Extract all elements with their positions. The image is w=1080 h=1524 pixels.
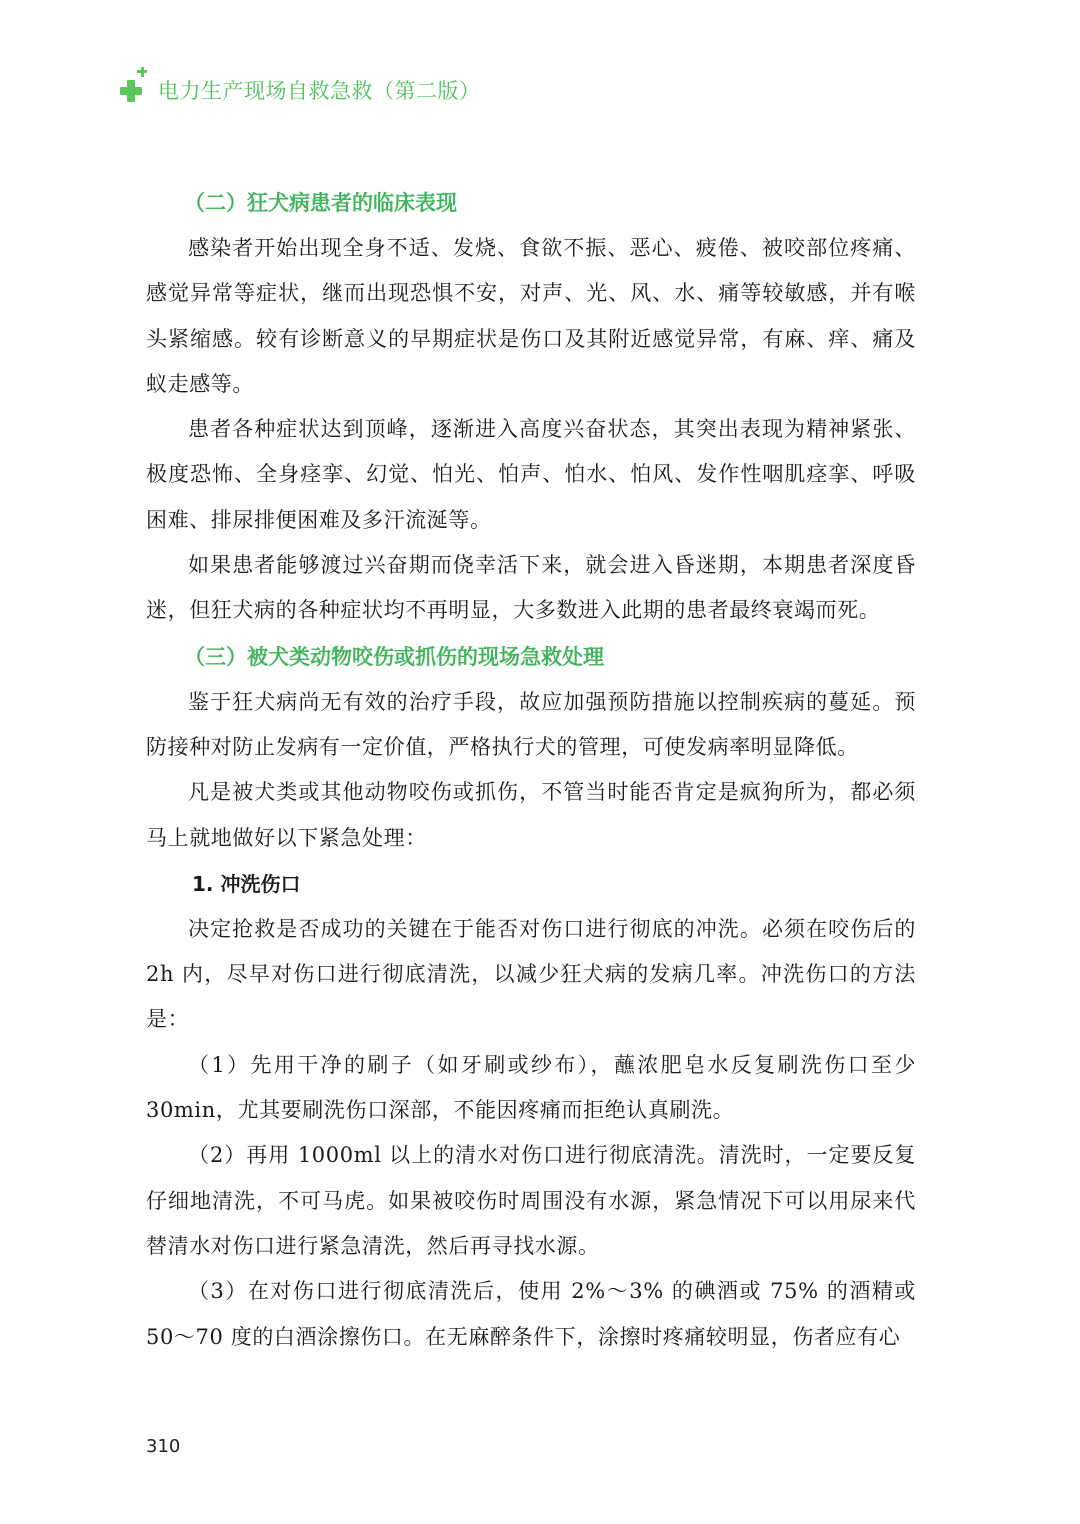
paragraph: 感染者开始出现全身不适、发烧、食欲不振、恶心、疲倦、被咬部位疼痛、感觉异常等症状，继而出现恐惧不安，对声、光、风、水、痛等较敏感，并有喉头紧缩感。较有诊断意义的早期症状是伤口及其附近感觉异常，有麻、痒、痛及蚁走感等。 [146, 236, 916, 396]
book-title: 电力生产现场自救急救（第二版） [158, 79, 481, 103]
section-heading-2: （二）狂犬病患者的临床表现 [184, 191, 457, 215]
list-item-paragraph: （1）先用干净的刷子（如牙刷或纱布），蘸浓肥皂水反复刷洗伤口至少 30min，尤其要刷洗伤口深部，不能因疼痛而拒绝认真刷洗。 [146, 1052, 916, 1123]
paragraph: 凡是被犬类或其他动物咬伤或抓伤，不管当时能否肯定是疯狗所为，都必须马上就地做好以下紧急处理： [146, 780, 916, 850]
list-item-paragraph: （2）再用 1000ml 以上的清水对伤口进行彻底清洗。清洗时，一定要反复仔细地清洗，不可马虎。如果被咬伤时周围没有水源，紧急情况下可以用尿来代替清水对伤口进行紧急清洗，然后再寻找水源。 [146, 1143, 916, 1258]
list-item-paragraph: （3）在对伤口进行彻底清洗后，使用 2%～3% 的碘酒或 75% 的酒精或 50～70 度的白酒涂擦伤口。在无麻醉条件下，涂擦时疼痛较明显，伤者应有心 [146, 1279, 916, 1349]
section-heading-3: （三）被犬类动物咬伤或抓伤的现场急救处理 [184, 644, 604, 669]
subsection-heading-1: 1. 冲洗伤口 [192, 871, 301, 896]
running-header [118, 62, 481, 112]
page-body [146, 180, 916, 1360]
paragraph: 如果患者能够渡过兴奋期而侥幸活下来，就会进入昏迷期，本期患者深度昏迷，但狂犬病的各种症状均不再明显，大多数进入此期的患者最终衰竭而死。 [146, 553, 916, 623]
paragraph: 鉴于狂犬病尚无有效的治疗手段，故应加强预防措施以控制疾病的蔓延。预防接种对防止发病有一定价值，严格执行犬的管理，可使发病率明显降低。 [146, 689, 916, 759]
page-number: 310 [146, 1436, 181, 1457]
paragraph: 患者各种症状达到顶峰，逐渐进入高度兴奋状态，其突出表现为精神紧张、极度恐怖、全身痉挛、幻觉、怕光、怕声、怕水、怕风、发作性咽肌痉挛、呼吸困难、排尿排便困难及多汗流涎等。 [146, 417, 916, 532]
paragraph: 决定抢救是否成功的关键在于能否对伤口进行彻底的冲洗。必须在咬伤后的 2h 内，尽早对伤口进行彻底清洗，以减少狂犬病的发病几率。冲洗伤口的方法是： [146, 916, 916, 1032]
medical-cross-icon [118, 65, 154, 109]
